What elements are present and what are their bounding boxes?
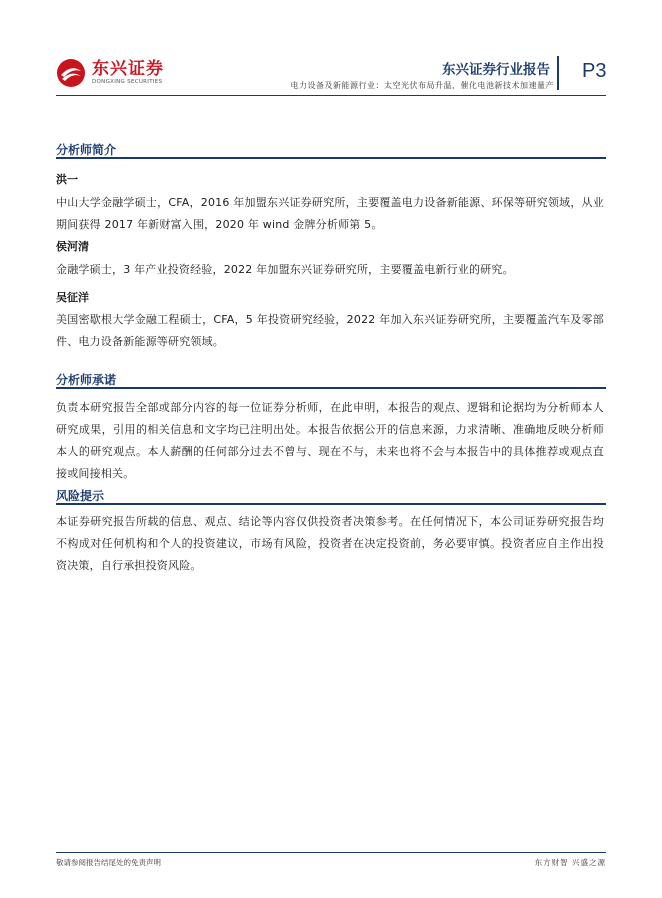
page-number: P3 xyxy=(582,60,607,82)
risk-notice-title: 风险提示 xyxy=(56,489,105,503)
analyst-bio: 中山大学金融学硕士，CFA，2016 年加盟东兴证券研究所，主要覆盖电力设备新能源、环保等研究领域，从业期间获得 2017 年新财富入围，2020 年 wind 金牌分析师第 5。 xyxy=(56,196,604,231)
page-header xyxy=(0,0,662,96)
footer-rule xyxy=(56,852,606,853)
header-divider xyxy=(557,56,559,90)
report-subtitle: 电力设备及新能源行业：太空光伏布局升温，催化电池新技术加速量产 xyxy=(290,81,554,90)
analyst-intro-rule xyxy=(56,157,606,159)
analyst-name: 洪一 xyxy=(56,173,78,186)
analyst-commitment-rule xyxy=(56,387,606,389)
company-logo xyxy=(56,58,164,88)
analyst-name: 侯河清 xyxy=(56,240,89,253)
header-rule xyxy=(56,95,606,96)
analyst-bio: 美国密歇根大学金融工程硕士，CFA，5 年投资研究经验，2022 年加入东兴证券研究所，主要覆盖汽车及零部件、电力设备新能源等研究领域。 xyxy=(56,313,604,348)
risk-notice-text: 本证券研究报告所载的信息、观点、结论等内容仅供投资者决策参考。在任何情况下，本公司证券研究报告均不构成对任何机构和个人的投资建议，市场有风险，投资者在决定投资前，务必要审慎。投资者应自主作出投资决策，自行承担投资风险。 xyxy=(56,515,604,572)
logo-mark-icon xyxy=(56,58,86,88)
report-type-title: 东兴证券行业报告 xyxy=(442,62,550,78)
analyst-bio: 金融学硕士，3 年产业投资经验，2022 年加盟东兴证券研究所，主要覆盖电新行业的研究。 xyxy=(56,263,514,276)
analyst-name: 吴征洋 xyxy=(56,291,89,304)
logo-chinese-name: 东兴证券 xyxy=(92,59,164,79)
analyst-commitment-text: 负责本研究报告全部或部分内容的每一位证券分析师，在此申明，本报告的观点、逻辑和论据均为分析师本人研究成果，引用的相关信息和文字均已注明出处。本报告依据公开的信息来源，力求清晰、准确地反映分析师本人的研究观点。本人薪酬的任何部分过去不曾与、现在不与，未来也将不会与本报告中的具体推荐或观点直接或间接相关。 xyxy=(56,401,604,480)
analyst-commitment-title: 分析师承诺 xyxy=(56,373,117,387)
footer-disclaimer-note: 敬请参阅报告结尾处的免责声明 xyxy=(56,858,161,867)
footer-slogan: 东方财智 兴盛之源 xyxy=(534,858,606,867)
risk-notice-rule xyxy=(56,503,606,505)
analyst-intro-title: 分析师简介 xyxy=(56,143,117,157)
logo-english-name: DONGXING SECURITIES xyxy=(92,79,163,85)
